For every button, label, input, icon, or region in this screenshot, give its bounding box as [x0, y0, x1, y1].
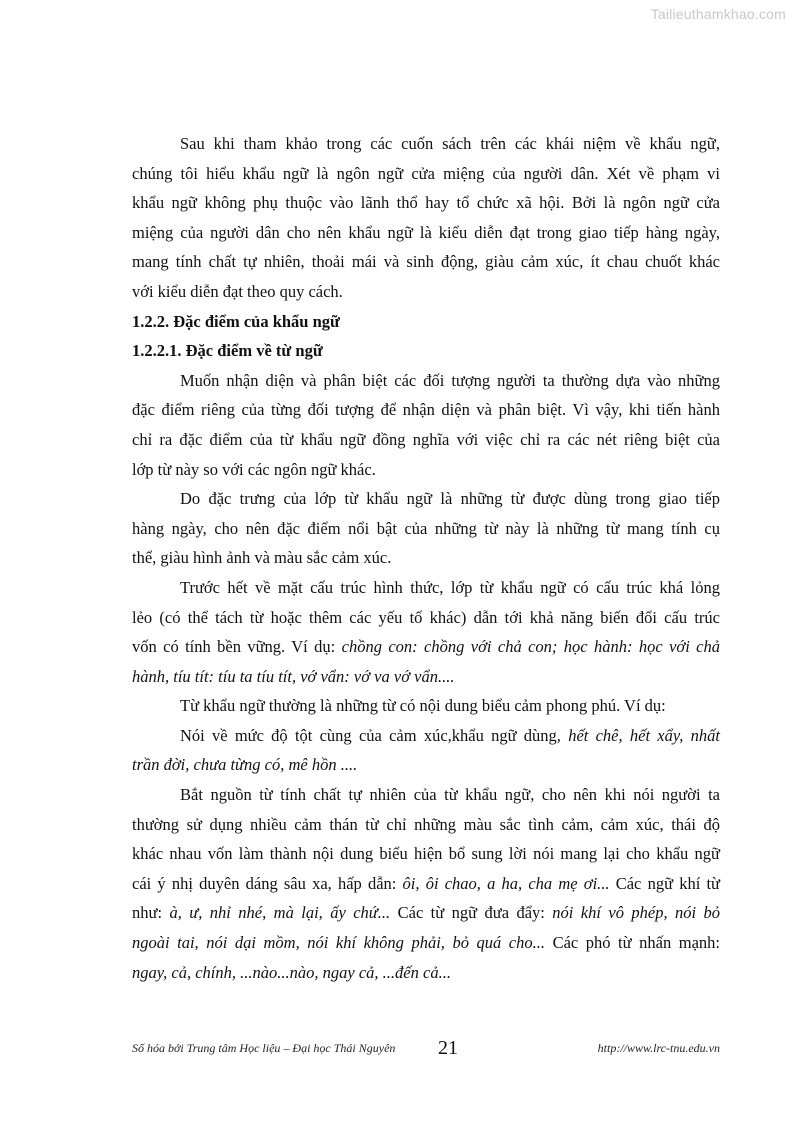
text-run: cái ý nhị duyên dáng sâu xa, hấp dẫn:	[132, 873, 403, 893]
text-line: khác nhau vốn làm thành nội dung biểu hiện bổ sung lời nói mang lại cho khẩu ngữ	[132, 844, 720, 864]
text-line: Trước hết về mặt cấu trúc hình thức, lớp từ khẩu ngữ có cấu trúc khá lỏng	[180, 577, 720, 597]
text-line	[132, 898, 720, 928]
text-line: Sau khi tham khảo trong các cuốn sách trên các khái niệm về khẩu ngữ,	[180, 134, 720, 153]
paragraph	[132, 780, 720, 987]
section-heading: 1.2.2. Đặc điểm của khẩu ngữ	[132, 311, 340, 331]
subsection-heading: 1.2.2.1. Đặc điểm về từ ngữ	[132, 341, 323, 361]
text-line: Do đặc trưng của lớp từ khẩu ngữ là những từ được dùng trong giao tiếp	[180, 489, 720, 509]
text-line: Bắt nguồn từ tính chất tự nhiên của từ khẩu ngữ, cho nên khi nói người ta	[180, 785, 720, 805]
text-line	[132, 750, 720, 780]
text-line: hàng ngày, cho nên đặc điểm nổi bật của những từ này là những từ mang tính cụ	[132, 518, 720, 538]
text-line	[132, 928, 720, 958]
paragraph	[132, 573, 720, 691]
footer-url: http://www.lrc-tnu.edu.vn	[597, 1041, 720, 1055]
text-run: vốn có tính bền vững. Ví dụ:	[132, 637, 342, 657]
body-text	[132, 129, 720, 987]
example-text: chồng con: chồng với chả con; học hành: học với chả	[341, 637, 721, 657]
text-run: như:	[132, 903, 170, 923]
example-text: hết chê, hết xẩy, nhất	[568, 725, 720, 745]
text-line	[132, 958, 720, 988]
text-line	[132, 632, 720, 662]
example-text: hành, tíu tít: tíu ta tíu tít, vớ vẩn: vớ va vớ vẩn....	[132, 666, 455, 686]
example-text: nói khí vô phép, nói bỏ	[552, 903, 720, 923]
text-line: Từ khẩu ngữ thường là những từ có nội dung biểu cảm phong phú. Ví dụ:	[180, 696, 666, 716]
example-text: trần đời, chưa từng có, mê hồn ....	[132, 755, 358, 775]
watermark: Tailieuthamkhao.com	[650, 6, 786, 22]
text-line	[132, 869, 720, 899]
text-line: Muốn nhận diện và phân biệt các đối tượng người ta thường dựa vào những	[180, 370, 720, 390]
example-text: ngoài tai, nói dại mồm, nói khí không phải, bỏ quá cho...	[132, 933, 546, 953]
text-line: với kiểu diễn đạt theo quy cách.	[132, 281, 343, 301]
text-run: Nói về mức độ tột cùng của cảm xúc,khẩu ngữ dùng,	[180, 725, 569, 745]
example-text: à, ư, nhỉ nhé, mà lại, ấy chứ...	[169, 903, 391, 923]
text-line	[132, 662, 720, 692]
text-line: mang tính chất tự nhiên, thoải mái và sinh động, giàu cảm xúc, ít chau chuốt khác	[132, 252, 720, 272]
page-footer	[132, 1037, 720, 1061]
text-line: lẻo (có thể tách từ hoặc thêm các yếu tố khác) dẫn tới khả năng biến đổi cấu trúc	[132, 607, 720, 627]
text-run: Các từ ngữ đưa đẩy:	[390, 903, 553, 923]
paragraph	[132, 366, 720, 484]
text-line: chỉ ra đặc điểm của từ khẩu ngữ đồng nghĩa với việc chỉ ra các nét riêng biệt của	[132, 429, 720, 449]
text-line: khẩu ngữ không phụ thuộc vào lãnh thổ hay tổ chức xã hội. Bởi là ngôn ngữ cửa	[132, 193, 720, 213]
text-line	[132, 721, 720, 751]
text-line: lớp từ này so với các ngôn ngữ khác.	[132, 459, 376, 479]
text-line: miệng của người dân cho nên khẩu ngữ là kiểu diễn đạt trong giao tiếp hàng ngày,	[132, 222, 720, 242]
text-line: thể, giàu hình ảnh và màu sắc cảm xúc.	[132, 548, 392, 568]
text-line: đặc điểm riêng của từng đối tượng để nhận diện và phân biệt. Vì vậy, khi tiến hành	[132, 400, 720, 420]
text-line: thường sử dụng nhiều cảm thán từ chỉ những màu sắc tình cảm, cảm xúc, thái độ	[132, 814, 720, 834]
paragraph	[132, 129, 720, 307]
text-line: chúng tôi hiểu khẩu ngữ là ngôn ngữ cửa miệng của người dân. Xét về phạm vi	[132, 163, 720, 183]
example-text: ôi, ôi chao, a ha, cha mẹ ơi...	[402, 873, 610, 893]
text-run: Các phó từ nhấn mạnh:	[545, 933, 720, 953]
footer-source: Số hóa bởi Trung tâm Học liệu – Đại học Thái Nguyên	[132, 1041, 396, 1055]
paragraph	[132, 484, 720, 573]
page-number: 21	[438, 1037, 458, 1059]
example-text: ngay, cả, chính, ...nào...nào, ngay cả, ...đến cả...	[132, 962, 451, 982]
text-run: Các ngữ khí từ	[609, 873, 720, 893]
paragraph	[132, 721, 720, 780]
